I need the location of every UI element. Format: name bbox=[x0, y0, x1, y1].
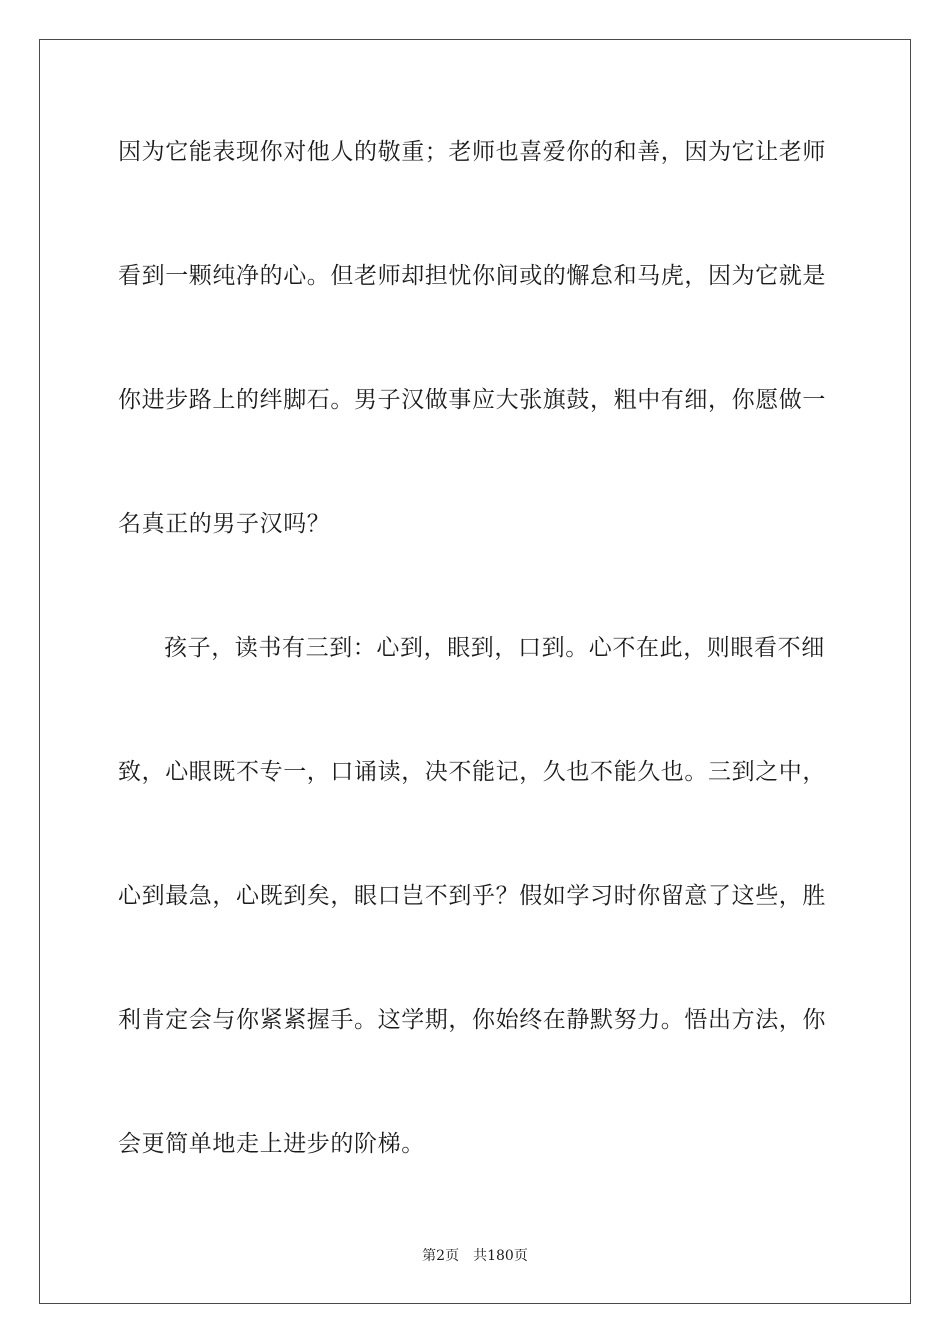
paragraph-1-line-2: 看到一颗纯净的心。但老师却担忧你间或的懈怠和马虎，因为它就是 bbox=[118, 263, 826, 289]
paragraph-1-line-4: 名真正的男子汉吗？ bbox=[118, 511, 331, 537]
paragraph-1-line-3: 你进步路上的绊脚石。男子汉做事应大张旗鼓，粗中有细，你愿做一 bbox=[118, 387, 826, 413]
paragraph-2-line-1: 孩子，读书有三到：心到，眼到，口到。心不在此，则眼看不细 bbox=[164, 635, 825, 661]
page-number: 第2页 bbox=[422, 1248, 460, 1264]
paragraph-2-line-3: 心到最急，心既到矣，眼口岂不到乎？假如学习时你留意了这些，胜 bbox=[118, 883, 826, 909]
page-border bbox=[39, 39, 911, 1304]
paragraph-2-line-5: 会更简单地走上进步的阶梯。 bbox=[118, 1131, 425, 1157]
paragraph-1-line-1: 因为它能表现你对他人的敬重；老师也喜爱你的和善，因为它让老师 bbox=[118, 139, 826, 165]
page-footer bbox=[0, 1246, 950, 1266]
paragraph-2-line-4: 利肯定会与你紧紧握手。这学期，你始终在静默努力。悟出方法，你 bbox=[118, 1007, 826, 1033]
paragraph-2-line-2: 致，心眼既不专一，口诵读，决不能记，久也不能久也。三到之中， bbox=[118, 759, 826, 785]
page-total: 共180页 bbox=[473, 1248, 528, 1264]
